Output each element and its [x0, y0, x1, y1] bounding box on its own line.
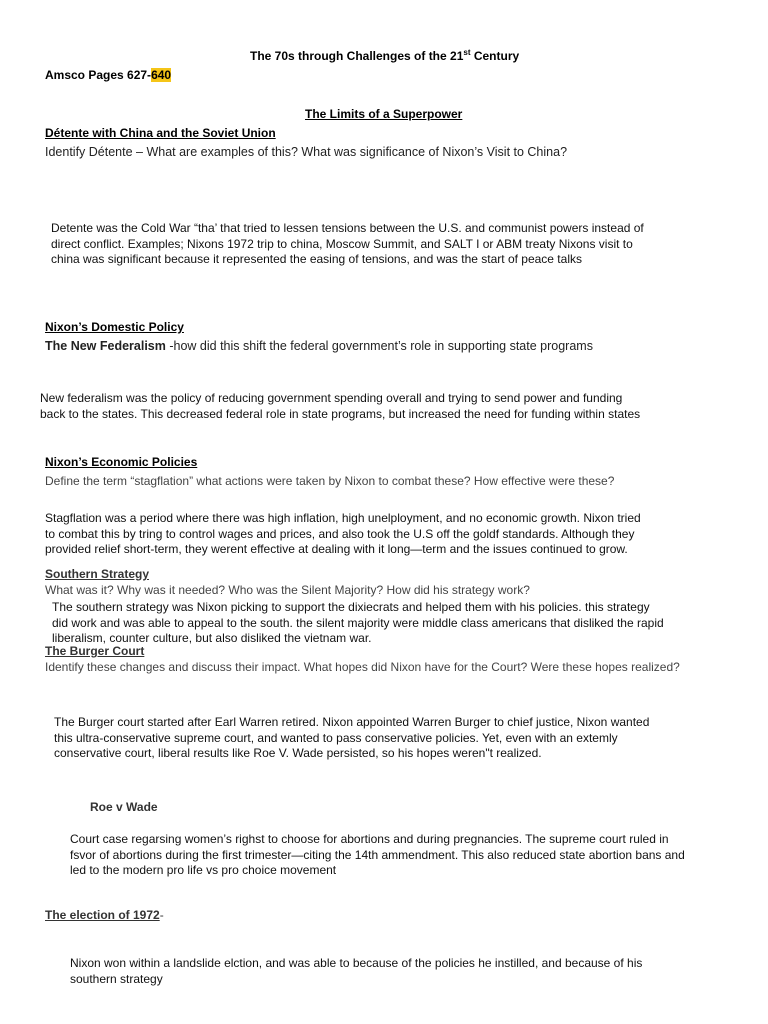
- answer-line: china was significant because it represented the easing of tensions, and was the start of peace talks: [51, 252, 582, 266]
- election-dash: -: [159, 908, 164, 922]
- answer-line: southern strategy: [70, 971, 163, 986]
- answer-line: direct conflict. Examples; Nixons 1972 trip to china, Moscow Summit, and SALT I or ABM treaty Nixons visit to: [51, 236, 633, 251]
- southern-answer: [52, 600, 664, 647]
- answer-line: led to the modern pro life vs pro choice movement: [70, 863, 337, 877]
- southern-heading: Southern Strategy: [45, 567, 150, 581]
- answer-line: The southern strategy was Nixon picking to support the dixiecrats and helped them with his policies. this strategy: [52, 600, 650, 614]
- domestic-question-text: -how did this shift the federal government’s role in supporting state programs: [165, 339, 593, 353]
- answer-line: New federalism was the policy of reducing government spending overall and trying to send power and funding: [40, 391, 623, 405]
- title-text: The 70s through Challenges of the 21: [250, 49, 464, 63]
- new-federalism-label: The New Federalism: [45, 339, 166, 353]
- answer-line: did work and was able to appeal to the south. the silent majority were middle class americans that disliked the rapid: [52, 615, 664, 630]
- answer-line: fsvor of abortions during the first trimester—citing the 14th ammendment. This also reduced state abortion bans and: [70, 847, 685, 862]
- domestic-heading: Nixon’s Domestic Policy: [45, 320, 184, 334]
- answer-line: Stagflation was a period where there was high inflation, high unelployment, and no economic growth. Nixon tried: [45, 511, 641, 525]
- answer-line: to combat this by tring to control wages and prices, and also took the U.S off the goldf standards. Although they: [45, 526, 635, 541]
- title-superscript: st: [463, 48, 471, 57]
- domestic-answer: [40, 391, 640, 422]
- answer-line: provided relief short-term, they werent effective at dealing with it long—term and the issues continued to grow.: [45, 542, 628, 556]
- election-answer: [70, 956, 642, 987]
- southern-question: What was it? Why was it needed? Who was the Silent Majority? How did his strategy work?: [45, 583, 530, 597]
- pages-label: Amsco Pages 627-: [45, 68, 152, 82]
- answer-line: this ultra-conservative supreme court, and wanted to pass conservative policies. Yet, even with an extemly: [54, 730, 618, 745]
- economic-question: Define the term “stagflation” what actions were taken by Nixon to combat these? How effective were these?: [45, 474, 615, 488]
- pages-highlight: 640: [151, 68, 172, 82]
- detente-heading: Détente with China and the Soviet Union: [45, 126, 276, 140]
- answer-line: conservative court, liberal results like Roe V. Wade persisted, so his hopes weren"t realized.: [54, 746, 542, 760]
- burger-heading: The Burger Court: [45, 644, 145, 658]
- economic-heading: Nixon’s Economic Policies: [45, 455, 198, 469]
- roe-heading: Roe v Wade: [90, 800, 158, 814]
- answer-line: The Burger court started after Earl Warren retired. Nixon appointed Warren Burger to chief justice, Nixon wanted: [54, 715, 650, 729]
- answer-line: Nixon won within a landslide elction, and was able to because of the policies he instilled, and because of his: [70, 956, 643, 970]
- answer-line: liberalism, counter culture, but also disliked the vietnam war.: [52, 631, 372, 645]
- detente-answer: [51, 221, 644, 268]
- section-title: The Limits of a Superpower: [305, 107, 463, 121]
- pages-reference: [45, 68, 171, 82]
- economic-answer: [45, 511, 641, 558]
- answer-line: Detente was the Cold War “tha’ that tried to lessen tensions between the U.S. and communist powers instead of: [51, 221, 644, 235]
- detente-question: Identify Détente – What are examples of this? What was significance of Nixon’s Visit to China?: [45, 145, 568, 159]
- domestic-question: [45, 339, 593, 353]
- election-heading: The election of 1972: [45, 908, 160, 922]
- election-heading-line: [45, 908, 164, 922]
- roe-answer: [70, 832, 685, 879]
- answer-line: Court case regarsing women’s righst to choose for abortions and during pregnancies. The supreme court ruled in: [70, 832, 669, 846]
- burger-answer: [54, 715, 649, 762]
- answer-line: back to the states. This decreased federal role in state programs, but increased the need for funding within states: [40, 406, 641, 421]
- document-title: [250, 48, 519, 63]
- burger-question: Identify these changes and discuss their impact. What hopes did Nixon have for the Court? Were these hopes realized?: [45, 660, 680, 674]
- title-suffix: Century: [470, 49, 520, 63]
